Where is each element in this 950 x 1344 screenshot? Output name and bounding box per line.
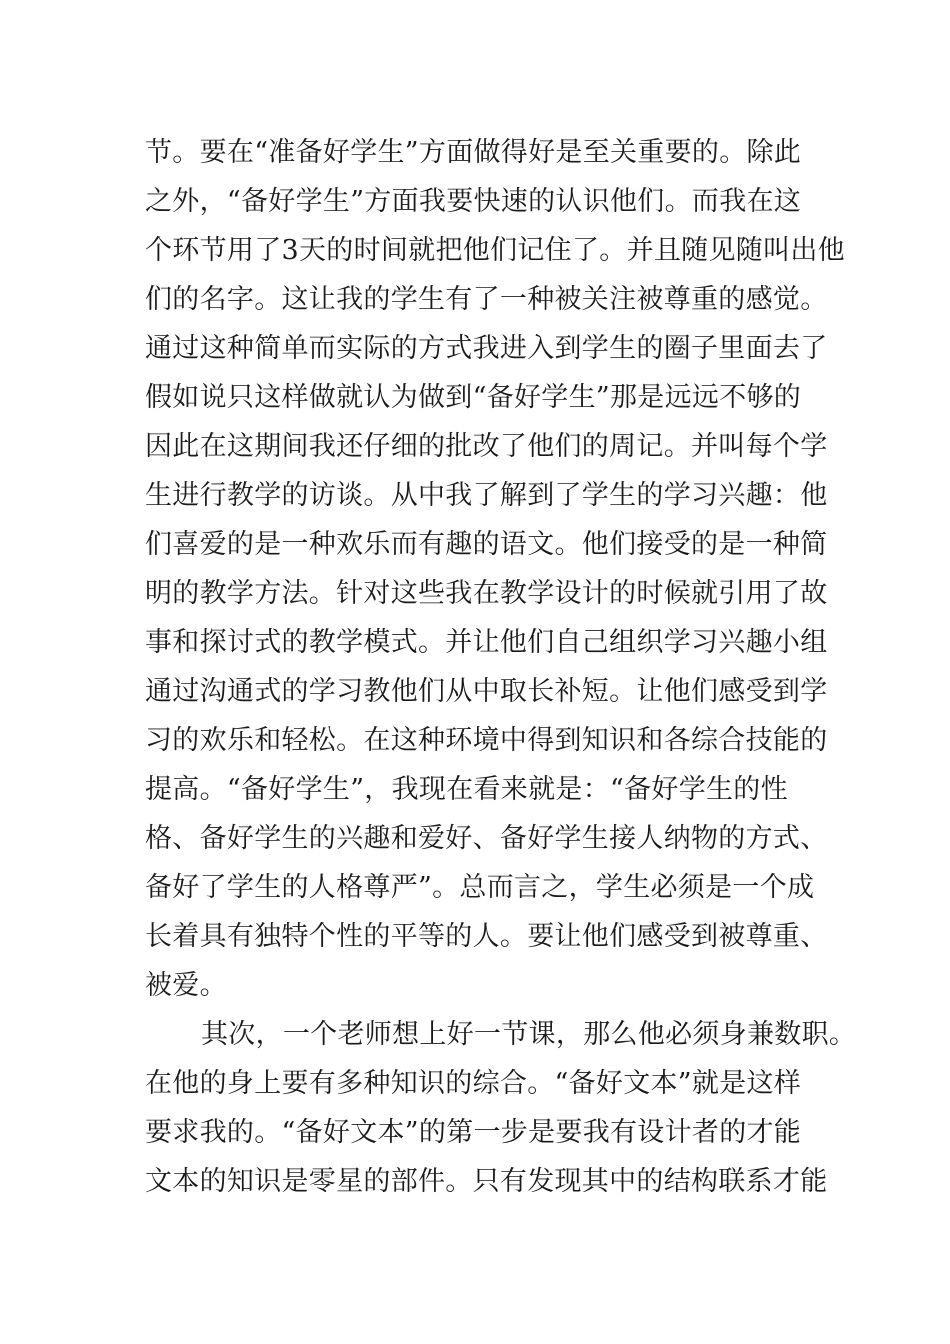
text-line: 们喜爱的是一种欢乐而有趣的语文。他们接受的是一种简 xyxy=(145,529,828,560)
text-line: 个环节用了3天的时间就把他们记住了。并且随见随叫出他 xyxy=(145,235,845,266)
text-line: 文本的知识是零星的部件。只有发现其中的结构联系才能 xyxy=(145,1166,828,1197)
text-line: 明的教学方法。针对这些我在教学设计的时候就引用了故 xyxy=(145,578,828,609)
text-line: 事和探讨式的教学模式。并让他们自己组织学习兴趣小组 xyxy=(145,627,828,658)
text-line: 在他的身上要有多种知识的综合。“备好文本”就是这样 xyxy=(145,1068,802,1099)
text-line: 习的欢乐和轻松。在这种环境中得到知识和各综合技能的 xyxy=(145,725,828,756)
text-line: 之外，“备好学生”方面我要快速的认识他们。而我在这 xyxy=(145,186,802,217)
text-line: 要求我的。“备好文本”的第一步是要我有设计者的才能 xyxy=(145,1117,802,1148)
paragraph-start-line: 其次，一个老师想上好一节课，那么他必须身兼数职。 xyxy=(201,1019,857,1050)
text-line: 备好了学生的人格尊严”。总而言之，学生必须是一个成 xyxy=(145,872,815,903)
text-line: 通过沟通式的学习教他们从中取长补短。让他们感受到学 xyxy=(145,676,828,707)
text-line: 提高。“备好学生”，我现在看来就是：“备好学生的性 xyxy=(145,774,788,805)
text-line: 格、备好学生的兴趣和爱好、备好学生接人纳物的方式、 xyxy=(145,823,828,854)
text-line: 节。要在“准备好学生”方面做得好是至关重要的。除此 xyxy=(145,137,802,168)
text-line: 长着具有独特个性的平等的人。要让他们感受到被尊重、 xyxy=(145,921,828,952)
text-line: 因此在这期间我还仔细的批改了他们的周记。并叫每个学 xyxy=(145,431,828,462)
text-line: 假如说只这样做就认为做到“备好学生”那是远远不够的 xyxy=(145,382,802,413)
body-text xyxy=(145,128,857,1206)
text-line: 通过这种简单而实际的方式我进入到学生的圈子里面去了 xyxy=(145,333,828,364)
text-line: 被爱。 xyxy=(145,970,227,1001)
text-line: 们的名字。这让我的学生有了一种被关注被尊重的感觉。 xyxy=(145,284,828,315)
text-line: 生进行教学的访谈。从中我了解到了学生的学习兴趣：他 xyxy=(145,480,828,511)
